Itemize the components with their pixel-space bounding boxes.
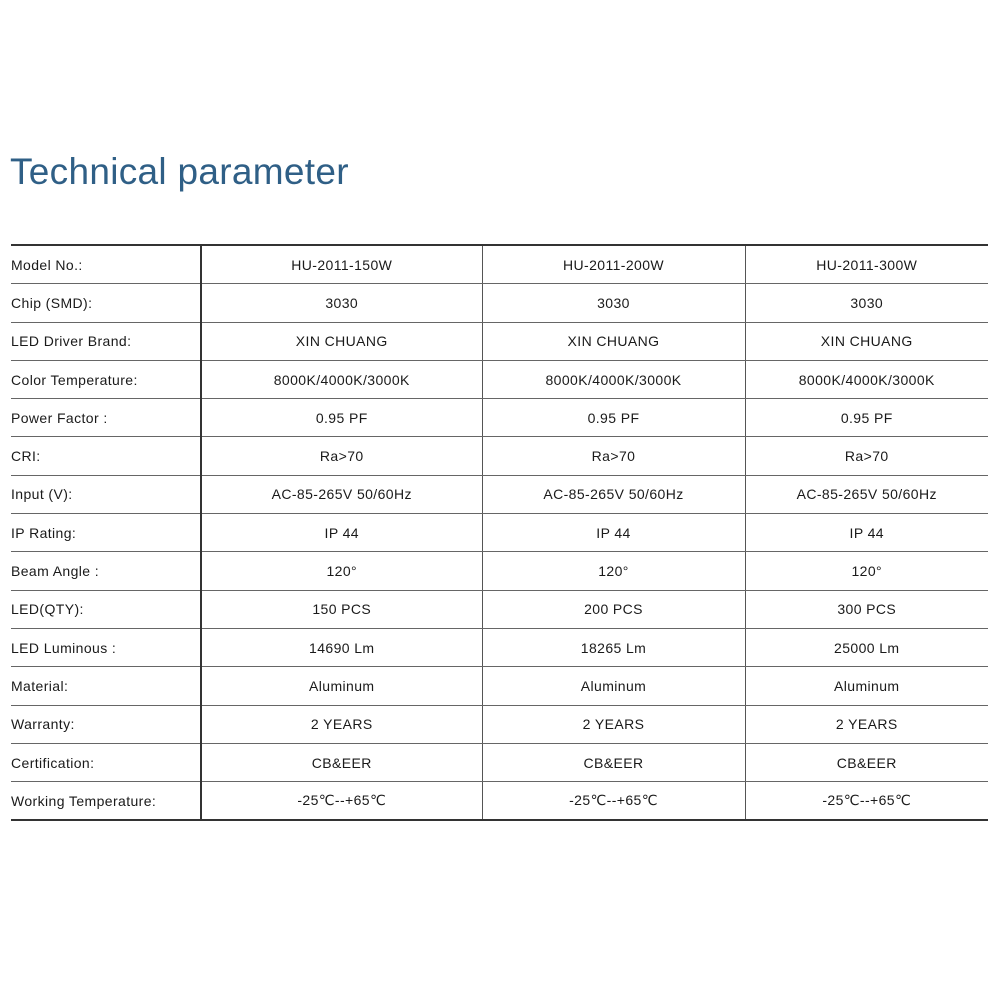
cell-value: CB&EER (745, 743, 988, 781)
cell-value: 3030 (482, 284, 745, 322)
cell-value: 8000K/4000K/3000K (745, 360, 988, 398)
cell-value: 0.95 PF (201, 399, 482, 437)
cell-value: Aluminum (745, 667, 988, 705)
row-label: Model No.: (11, 245, 201, 284)
cell-value: XIN CHUANG (745, 322, 988, 360)
cell-value: 200 PCS (482, 590, 745, 628)
table-row (11, 284, 988, 322)
row-label: Chip (SMD): (11, 284, 201, 322)
cell-value: HU-2011-300W (745, 245, 988, 284)
row-label: LED Luminous : (11, 628, 201, 666)
cell-value: 300 PCS (745, 590, 988, 628)
table-row (11, 514, 988, 552)
cell-value: IP 44 (745, 514, 988, 552)
cell-value: 14690 Lm (201, 628, 482, 666)
cell-value: 120° (482, 552, 745, 590)
cell-value: 150 PCS (201, 590, 482, 628)
cell-value: AC-85-265V 50/60Hz (201, 475, 482, 513)
table-row (11, 782, 988, 821)
cell-value: -25℃--+65℃ (201, 782, 482, 821)
row-label: Material: (11, 667, 201, 705)
row-label: CRI: (11, 437, 201, 475)
table-row (11, 360, 988, 398)
table-row (11, 322, 988, 360)
table-row (11, 590, 988, 628)
cell-value: 2 YEARS (745, 705, 988, 743)
cell-value: HU-2011-200W (482, 245, 745, 284)
cell-value: AC-85-265V 50/60Hz (745, 475, 988, 513)
table-row (11, 667, 988, 705)
row-label: LED Driver Brand: (11, 322, 201, 360)
cell-value: 3030 (745, 284, 988, 322)
table-row (11, 628, 988, 666)
cell-value: 120° (745, 552, 988, 590)
row-label: Working Temperature: (11, 782, 201, 821)
cell-value: CB&EER (482, 743, 745, 781)
cell-value: 2 YEARS (201, 705, 482, 743)
cell-value: IP 44 (201, 514, 482, 552)
row-label: LED(QTY): (11, 590, 201, 628)
row-label: Warranty: (11, 705, 201, 743)
table-row (11, 399, 988, 437)
table-row (11, 245, 988, 284)
cell-value: 0.95 PF (482, 399, 745, 437)
cell-value: Aluminum (201, 667, 482, 705)
cell-value: 2 YEARS (482, 705, 745, 743)
row-label: Color Temperature: (11, 360, 201, 398)
cell-value: CB&EER (201, 743, 482, 781)
cell-value: Ra>70 (482, 437, 745, 475)
cell-value: 0.95 PF (745, 399, 988, 437)
cell-value: Ra>70 (201, 437, 482, 475)
cell-value: 8000K/4000K/3000K (482, 360, 745, 398)
cell-value: HU-2011-150W (201, 245, 482, 284)
cell-value: AC-85-265V 50/60Hz (482, 475, 745, 513)
cell-value: 18265 Lm (482, 628, 745, 666)
table-row (11, 552, 988, 590)
cell-value: 120° (201, 552, 482, 590)
table-row (11, 743, 988, 781)
cell-value: Ra>70 (745, 437, 988, 475)
table-row (11, 475, 988, 513)
spec-table (11, 244, 988, 821)
cell-value: XIN CHUANG (482, 322, 745, 360)
cell-value: IP 44 (482, 514, 745, 552)
row-label: Input (V): (11, 475, 201, 513)
cell-value: Aluminum (482, 667, 745, 705)
cell-value: 8000K/4000K/3000K (201, 360, 482, 398)
cell-value: 25000 Lm (745, 628, 988, 666)
cell-value: -25℃--+65℃ (745, 782, 988, 821)
cell-value: XIN CHUANG (201, 322, 482, 360)
row-label: Certification: (11, 743, 201, 781)
table-row (11, 705, 988, 743)
row-label: Beam Angle : (11, 552, 201, 590)
row-label: IP Rating: (11, 514, 201, 552)
page-title: Technical parameter (10, 151, 349, 192)
cell-value: 3030 (201, 284, 482, 322)
cell-value: -25℃--+65℃ (482, 782, 745, 821)
table-row (11, 437, 988, 475)
row-label: Power Factor : (11, 399, 201, 437)
